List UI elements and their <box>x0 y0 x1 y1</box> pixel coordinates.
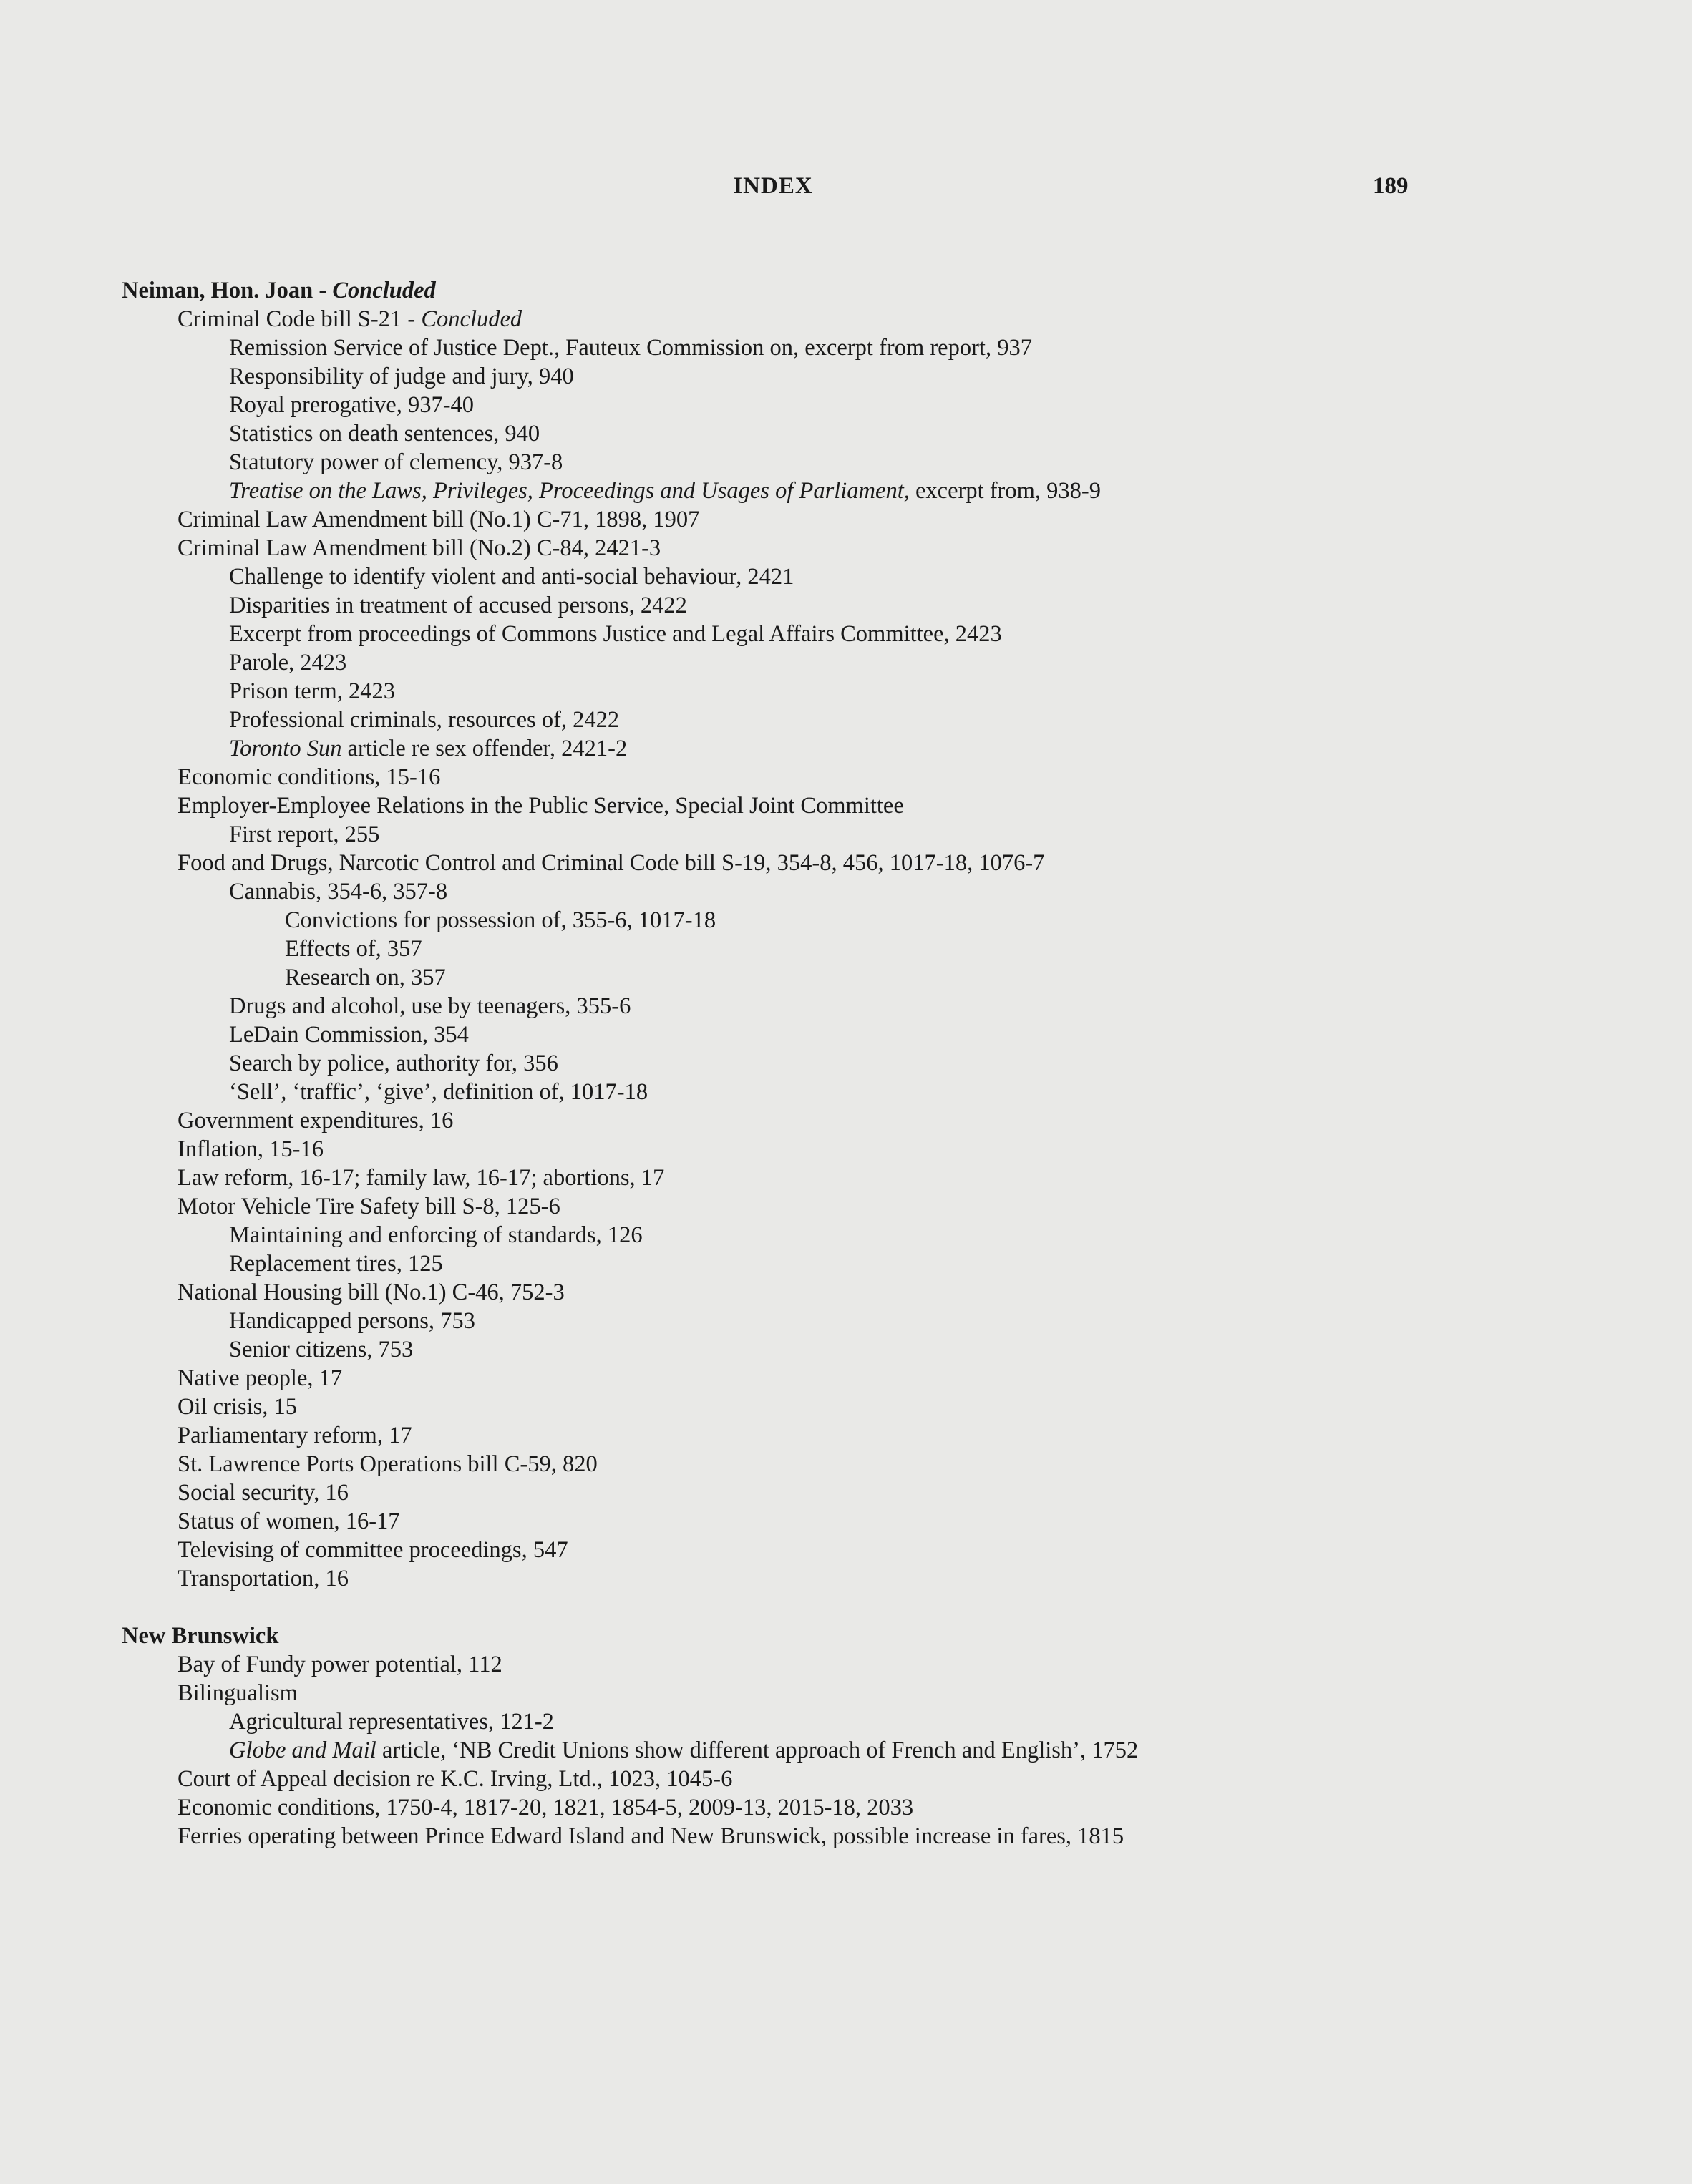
index-entry: Employer-Employee Relations in the Public Service, Special Joint Committee <box>178 793 904 819</box>
index-entry: Parole, 2423 <box>229 650 347 676</box>
index-entry: Criminal Law Amendment bill (No.1) C-71, 1898, 1907 <box>178 507 700 532</box>
index-entry: Statutory power of clemency, 937-8 <box>229 449 563 475</box>
index-entry: Challenge to identify violent and anti-social behaviour, 2421 <box>229 564 794 590</box>
index-entry: Bilingualism <box>178 1680 298 1706</box>
index-entry: Maintaining and enforcing of standards, 126 <box>229 1222 643 1248</box>
index-entry: Social security, 16 <box>178 1480 349 1506</box>
index-entry: Ferries operating between Prince Edward Island and New Brunswick, possible increase in fares, 1815 <box>178 1823 1124 1849</box>
index-entry: Disparities in treatment of accused persons, 2422 <box>229 593 687 618</box>
index-entry: Motor Vehicle Tire Safety bill S-8, 125-6 <box>178 1194 560 1219</box>
index-entry: Status of women, 16-17 <box>178 1508 400 1534</box>
index-entry: Televising of committee proceedings, 547 <box>178 1537 568 1563</box>
section-heading: New Brunswick <box>122 1623 279 1649</box>
index-entry: Drugs and alcohol, use by teenagers, 355-6 <box>229 993 631 1019</box>
index-body <box>122 276 1610 1851</box>
index-entry: Toronto Sun article re sex offender, 2421-2 <box>229 736 628 761</box>
index-entry: Criminal Law Amendment bill (No.2) C-84, 2421-3 <box>178 535 661 561</box>
index-entry: Handicapped persons, 753 <box>229 1308 475 1334</box>
index-entry: Royal prerogative, 937-40 <box>229 392 475 418</box>
index-entry: Search by police, authority for, 356 <box>229 1050 558 1076</box>
index-entry: Law reform, 16-17; family law, 16-17; abortions, 17 <box>178 1165 665 1191</box>
index-entry: Court of Appeal decision re K.C. Irving, Ltd., 1023, 1045-6 <box>178 1766 733 1792</box>
index-entry: Research on, 357 <box>285 965 446 990</box>
page-title: INDEX <box>733 173 813 199</box>
index-entry: LeDain Commission, 354 <box>229 1022 469 1048</box>
index-entry: Prison term, 2423 <box>229 678 396 704</box>
index-entry: Responsibility of judge and jury, 940 <box>229 364 574 389</box>
index-entry: Effects of, 357 <box>285 936 422 962</box>
index-entry: Globe and Mail article, ‘NB Credit Unions show different approach of French and English’, 1752 <box>229 1737 1139 1763</box>
index-entry: Parliamentary reform, 17 <box>178 1423 412 1448</box>
index-entry: Inflation, 15-16 <box>178 1136 324 1162</box>
section-gap <box>122 1593 1610 1622</box>
index-entry: Statistics on death sentences, 940 <box>229 421 540 447</box>
index-entry: Food and Drugs, Narcotic Control and Criminal Code bill S-19, 354-8, 456, 1017-18, 1076-7 <box>178 850 1045 876</box>
index-entry: Excerpt from proceedings of Commons Justice and Legal Affairs Committee, 2423 <box>229 621 1002 647</box>
index-entry: Convictions for possession of, 355-6, 1017-18 <box>285 907 716 933</box>
index-entry: ‘Sell’, ‘traffic’, ‘give’, definition of, 1017-18 <box>229 1079 648 1105</box>
index-entry: Agricultural representatives, 121-2 <box>229 1709 554 1735</box>
index-entry: Transportation, 16 <box>178 1566 349 1591</box>
page-number: 189 <box>1373 173 1409 199</box>
index-entry: Replacement tires, 125 <box>229 1251 443 1277</box>
section-heading: Neiman, Hon. Joan - Concluded <box>122 278 436 303</box>
index-entry: Senior citizens, 753 <box>229 1337 414 1362</box>
index-entry: Economic conditions, 15-16 <box>178 764 441 790</box>
index-entry: First report, 255 <box>229 822 380 847</box>
index-entry: St. Lawrence Ports Operations bill C-59, 820 <box>178 1451 598 1477</box>
index-entry: Remission Service of Justice Dept., Fauteux Commission on, excerpt from report, 937 <box>229 335 1032 361</box>
index-entry: Government expenditures, 16 <box>178 1108 454 1134</box>
index-entry: Treatise on the Laws, Privileges, Proceedings and Usages of Parliament, excerpt from, 938-9 <box>229 478 1101 504</box>
index-entry: Cannabis, 354-6, 357-8 <box>229 879 448 905</box>
index-entry: Native people, 17 <box>178 1365 343 1391</box>
index-entry: Professional criminals, resources of, 2422 <box>229 707 620 733</box>
index-entry: National Housing bill (No.1) C-46, 752-3 <box>178 1279 565 1305</box>
index-entry: Oil crisis, 15 <box>178 1394 298 1420</box>
index-entry: Bay of Fundy power potential, 112 <box>178 1652 502 1677</box>
index-entry: Economic conditions, 1750-4, 1817-20, 1821, 1854-5, 2009-13, 2015-18, 2033 <box>178 1795 914 1820</box>
index-entry: Criminal Code bill S-21 - Concluded <box>178 306 522 332</box>
